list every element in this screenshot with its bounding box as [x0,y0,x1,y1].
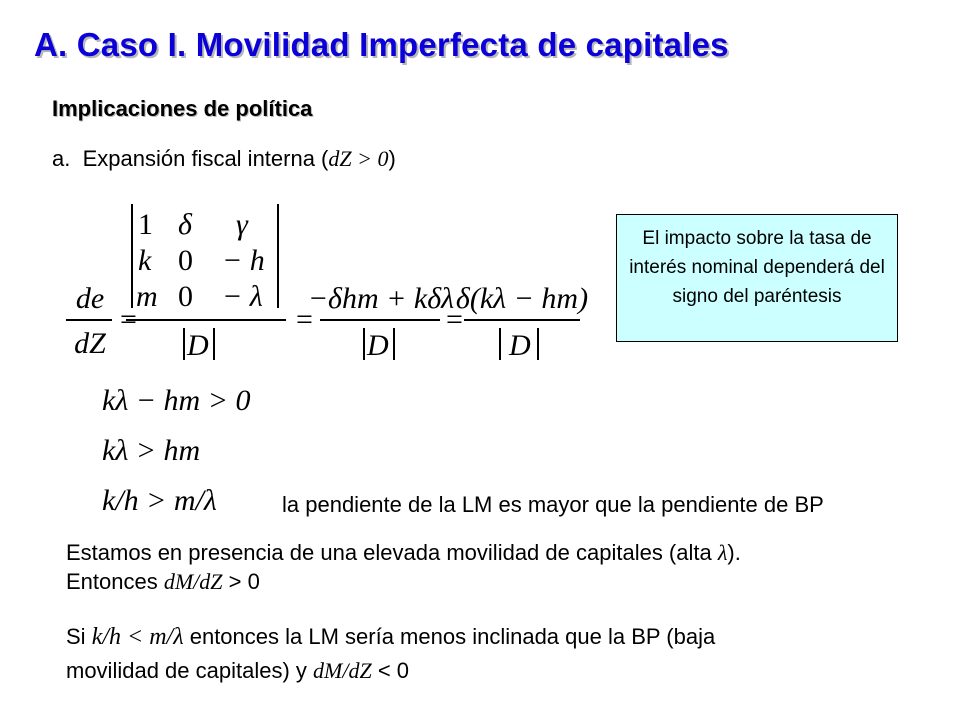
para-text: entonces la LM sería menos inclinada que la BP (baja [183,624,716,649]
para-line [66,654,715,688]
formula-lhs-denominator: dZ [74,327,106,360]
formula-right-numerator: δ(kλ − hm) [455,282,589,315]
paragraph-high-mobility [66,538,741,596]
det-cell: δ [178,208,192,241]
derivative-symbol: dM/dZ [163,569,223,594]
det-cell: m [136,280,158,313]
para-text: > 0 [222,569,260,594]
det-cell: γ [236,208,248,241]
denominator-D: D [187,329,209,362]
para-line [66,620,715,654]
inequality-1: kλ − hm > 0 [102,384,251,417]
para-text: Entonces [66,569,164,594]
item-text: Expansión fiscal interna ( [82,146,329,171]
para-text: < 0 [371,658,410,683]
inequality-3: k/h > m/λ [102,484,217,517]
item-marker: a. [52,146,71,171]
lambda-symbol: λ [717,540,728,565]
det-cell: − λ [222,280,263,313]
determinant-matrix [136,208,265,313]
derivative-symbol: dM/dZ [313,658,372,683]
denominator-D: D [509,329,531,362]
para-line [66,567,741,596]
condition-symbol: k/h < m/λ [91,624,184,650]
section-subtitle: Implicaciones de política [52,96,313,121]
paragraph-low-mobility [66,620,715,688]
para-line [66,538,741,567]
para-text: Estamos en presencia de una elevada movilidad de capitales (alta [66,540,718,565]
denominator-D: D [367,329,389,362]
formula-middle-numerator: −δhm + kδλ [307,282,455,315]
equals-sign: = [446,303,463,336]
formula-lhs-numerator: de [75,282,105,315]
item-condition: dZ > 0 [328,146,389,171]
para-text: movilidad de capitales) y [66,658,314,683]
impact-note-box: El impacto sobre la tasa de interés nominal dependerá del signo del paréntesis [616,214,898,342]
det-cell: k [138,244,152,277]
list-item-fiscal-expansion [52,146,396,172]
equals-sign: = [120,303,137,336]
equals-sign: = [296,303,313,336]
para-text: ). [727,540,741,565]
det-cell: 0 [178,280,193,313]
slope-statement: la pendiente de la LM es mayor que la pendiente de BP [282,492,824,517]
slide-title: A. Caso I. Movilidad Imperfecta de capitales [34,26,729,63]
det-cell: 1 [138,208,153,241]
item-close: ) [388,146,396,171]
derivative-formula [60,196,600,366]
inequality-2: kλ > hm [102,434,201,467]
para-text: Si [66,624,92,649]
det-cell: − h [222,244,265,277]
det-cell: 0 [178,244,193,277]
